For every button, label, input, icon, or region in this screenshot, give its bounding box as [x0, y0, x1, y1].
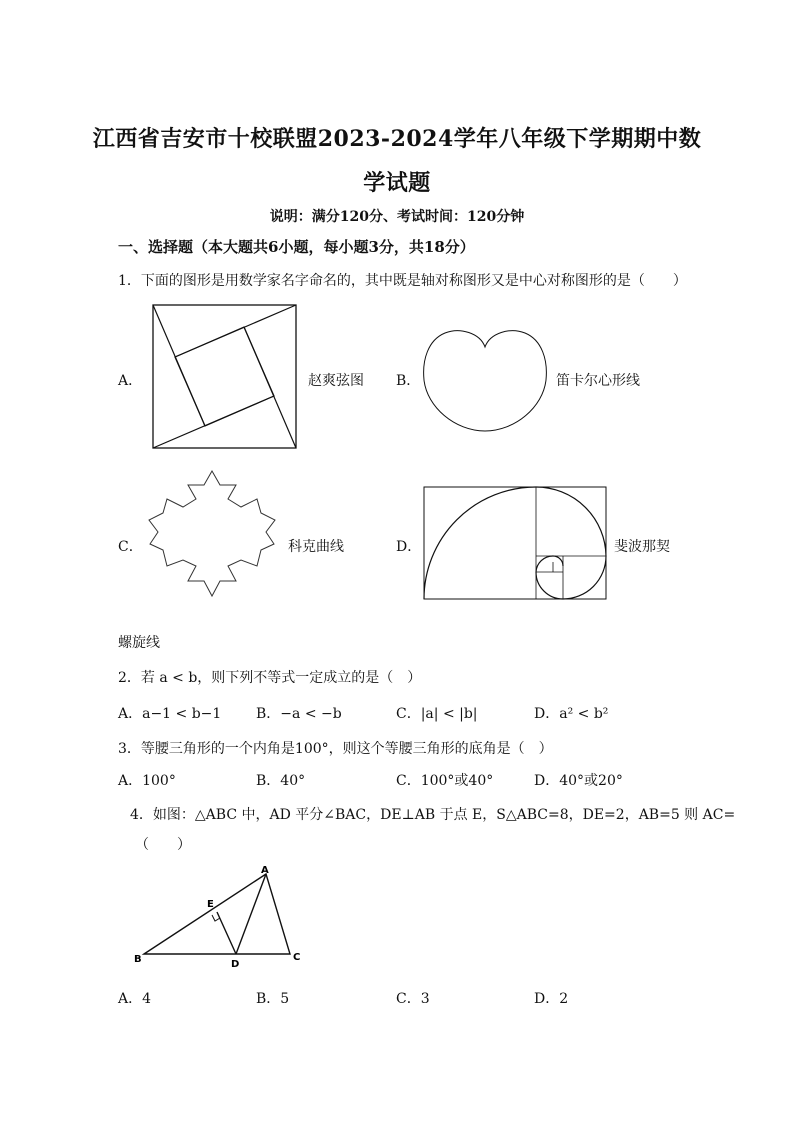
q4-option-c: C．3 [396, 991, 430, 1007]
question-4-stem: 4．如图：△ABC 中，AD 平分∠BAC，DE⊥AB 于点 E，S△ABC=8，DE=2，AB=5 则 AC= [130, 807, 736, 823]
q3-option-b: B．40° [256, 773, 306, 789]
cardioid-diagram [420, 325, 550, 435]
point-d-label: D [231, 959, 240, 970]
koch-snowflake-diagram [145, 468, 280, 618]
q4-option-b: B．5 [256, 991, 290, 1007]
exam-title-line2: 学试题 [363, 170, 431, 196]
point-b-label: B [134, 954, 142, 965]
section-heading: 一、选择题（本大题共6小题，每小题3分，共18分） [118, 238, 475, 256]
q2-option-b: B．−a < −b [256, 706, 342, 722]
q2-option-d: D．a² < b² [534, 706, 609, 722]
q1-option-b-label: B． [396, 373, 421, 389]
point-a-label: A [261, 865, 269, 876]
q1-option-c-caption: 科克曲线 [288, 539, 344, 555]
question-2-stem: 2．若 a < b，则下列不等式一定成立的是（ ） [118, 670, 422, 686]
q3-option-d: D．40°或20° [534, 773, 623, 789]
q1-option-d-caption: 斐波那契 [614, 539, 670, 555]
q3-option-a: A．100° [118, 773, 176, 789]
fibonacci-spiral-diagram [423, 486, 608, 601]
zhaoshuang-diagram [150, 302, 300, 452]
question-3-stem: 3．等腰三角形的一个内角是100°，则这个等腰三角形的底角是（ ） [118, 741, 553, 757]
q1-option-b-caption: 笛卡尔心形线 [556, 373, 640, 389]
q4-option-d: D．2 [534, 991, 569, 1007]
q4-option-a: A．4 [118, 991, 152, 1007]
q2-option-a: A．a−1 < b−1 [118, 706, 222, 722]
triangle-abc-diagram [130, 862, 310, 972]
q1-option-c-label: C． [118, 539, 143, 555]
q1-option-a-label: A． [118, 373, 143, 389]
q1-option-d-label: D． [396, 539, 422, 555]
q1-caption-overflow: 螺旋线 [118, 635, 160, 651]
q3-option-c: C．100°或40° [396, 773, 494, 789]
point-e-label: E [207, 899, 214, 910]
q1-option-a-caption: 赵爽弦图 [308, 373, 364, 389]
exam-info: 说明：满分120分、考试时间：120分钟 [269, 209, 525, 225]
question-1-stem: 1．下面的图形是用数学家名字命名的，其中既是轴对称图形又是中心对称图形的是（ ） [118, 273, 687, 289]
question-4-stem-cont: （ ） [135, 837, 191, 853]
point-c-label: C [293, 952, 301, 963]
exam-title-line1: 江西省吉安市十校联盟2023-2024学年八年级下学期期中数 [92, 126, 702, 152]
q2-option-c: C．|a| < |b| [396, 706, 478, 722]
